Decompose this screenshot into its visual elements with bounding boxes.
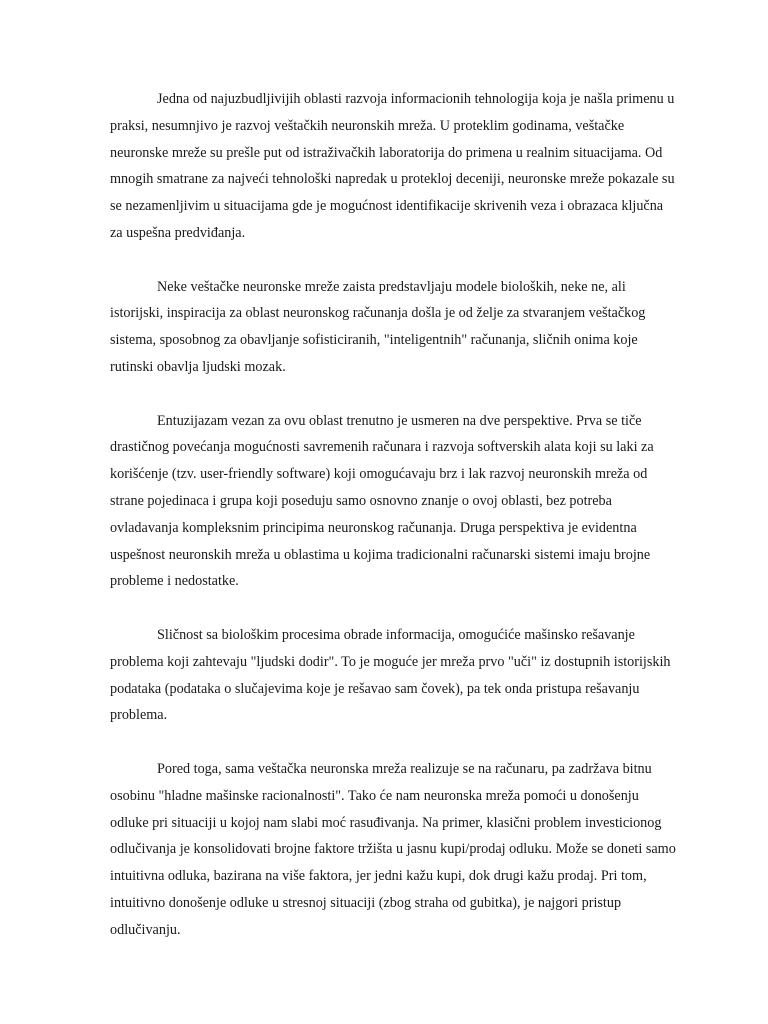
paragraph: Sličnost sa biološkim procesima obrade informacija, omogućiće mašinsko rešavanje problema koji zahtevaju "ljudski dodir". To je moguće jer mreža prvo "uči" iz dostupnih istorijskih podataka (podataka o slučajevima koje je rešavao sam čovek), pa tek onda pristupa rešavanju problema.: [110, 626, 671, 724]
paragraph: Pored toga, sama veštačka neuronska mreža realizuje se na računaru, pa zadržava bitnu osobinu "hladne mašinske racionalnosti". Tako će nam neuronska mreža pomoći u donošenju odluke pri situaciji u kojoj nam slabi moć rasuđivanja. Na primer, klasični problem investicionog odlučivanja je konsolidovati brojne faktore tržišta u jasnu kupi/prodaj odluku. Može se doneti samo intuitivna odluka, bazirana na više faktora, jer jedni kažu kupi, dok drugi kažu prodaj. Pri tom, intuitivno donošenje odluke u stresnoj situaciji (zbog straha od gubitka), je najgori pristup odlučivanju.: [110, 760, 676, 938]
paragraph: Jedna od najuzbudljivijih oblasti razvoja informacionih tehnologija koja je našla primenu u praksi, nesumnjivo je razvoj veštačkih neuronskih mreža. U proteklim godinama, veštačke neuronske mreže su prešle put od istraživačkih laboratorija do primena u realnim situacijama. Od mnogih smatrane za najveći tehnološki napredak u protekloj deceniji, neuronske mreže pokazale su se nezamenljivim u situacijama gde je mogućnost identifikacije skrivenih veza i obrazaca ključna za uspešna predviđanja.: [110, 91, 675, 241]
paragraph: Neke veštačke neuronske mreže zaista predstavljaju modele bioloških, neke ne, ali istorijski, inspiracija za oblast neuronskog računanja došla je od želje za stvaranjem veštačkog sistema, sposobnog za obavljanje sofisticiranih, "inteligentnih" računanja, sličnih onima koje rutinski obavlja ljudski mozak.: [110, 278, 646, 375]
document-body: [110, 86, 676, 970]
paragraph: Entuzijazam vezan za ovu oblast trenutno je usmeren na dve perspektive. Prva se tiče drastičnog povećanja mogućnosti savremenih računara i razvoja softverskih alata koji su laki za korišćenje (tzv. user-friendly software) koji omogućavaju brz i lak razvoj neuronskih mreža od strane pojedinaca i grupa koji poseduju samo osnovno znanje o ovoj oblasti, bez potreba ovladavanja kompleksnim principima neuronskog računanja. Druga perspektiva je evidentna uspešnost neuronskih mreža u oblastima u kojima tradicionalni računarski sistemi imaju brojne probleme i nedostatke.: [110, 412, 654, 590]
